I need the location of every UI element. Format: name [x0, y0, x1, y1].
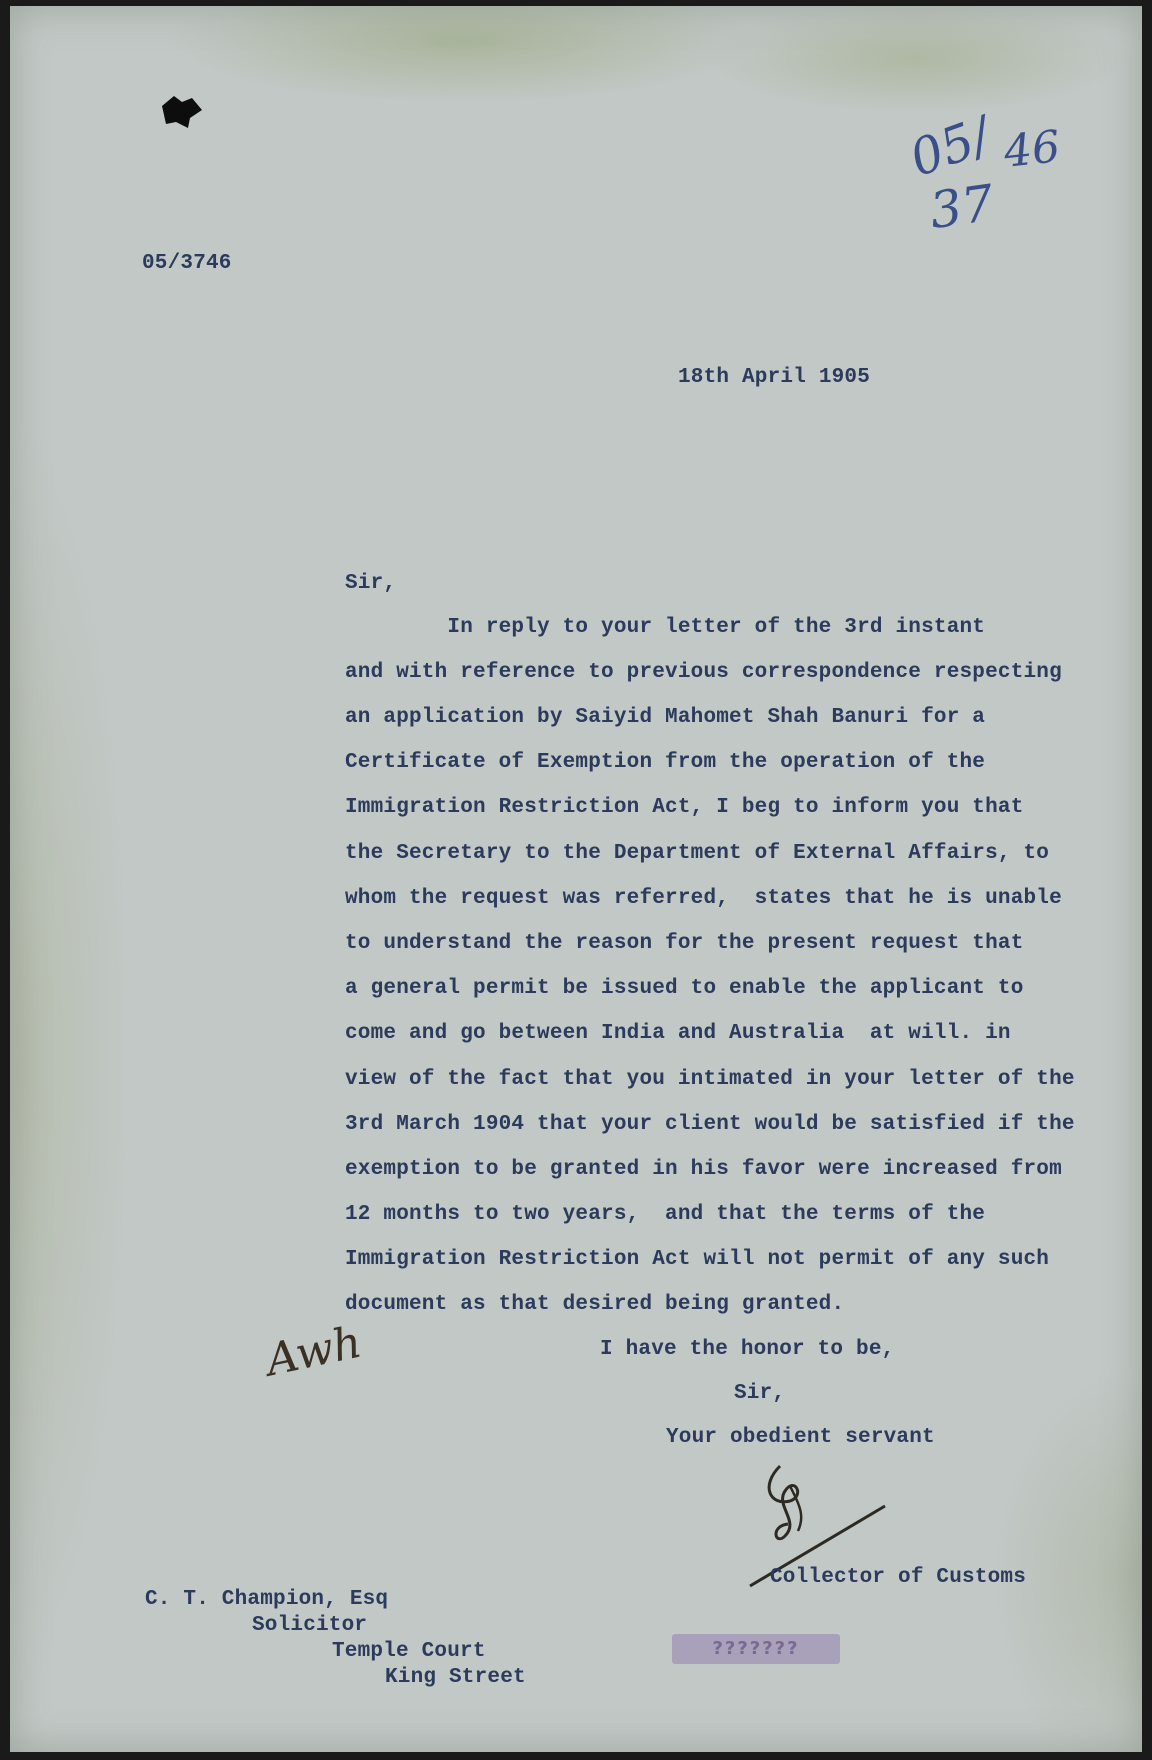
body-line: 12 months to two years, and that the terms of the: [345, 1203, 986, 1226]
letter-date: 18th April 1905: [678, 366, 871, 389]
closing-sir: Sir,: [734, 1382, 786, 1405]
body-line: a general permit be issued to enable the applicant to: [345, 977, 1024, 1000]
body-line: 3rd March 1904 that your client would be satisfied if the: [345, 1113, 1075, 1136]
addressee-name: C. T. Champion, Esq: [145, 1588, 389, 1611]
ink-stamp: ???????: [672, 1634, 840, 1664]
handwritten-initials: Awh: [261, 1316, 367, 1387]
body-line: whom the request was referred, states that he is unable: [345, 887, 1062, 910]
addressee-role: Solicitor: [252, 1614, 368, 1637]
body-line: Immigration Restriction Act will not permit of any such: [345, 1248, 1050, 1271]
handwritten-reference: 05/ 37 46: [902, 105, 1063, 241]
letter-page: [10, 6, 1142, 1752]
body-line: view of the fact that you intimated in your letter of the: [345, 1068, 1075, 1091]
body-line: exemption to be granted in his favor were increased from: [345, 1158, 1062, 1181]
closing-servant: Your obedient servant: [666, 1426, 935, 1449]
punch-hole-icon: [158, 92, 204, 130]
body-line: In reply to your letter of the 3rd instant: [345, 616, 986, 639]
salutation: Sir,: [345, 572, 397, 595]
body-line: Certificate of Exemption from the operation of the: [345, 751, 986, 774]
closing-line: I have the honor to be,: [600, 1338, 895, 1361]
body-line: the Secretary to the Department of External Affairs, to: [345, 842, 1050, 865]
signatory-title: Collector of Customs: [770, 1566, 1027, 1589]
body-line: come and go between India and Australia at will. in: [345, 1022, 1011, 1045]
body-line: document as that desired being granted.: [345, 1293, 845, 1316]
reference-number: 05/3746: [142, 252, 232, 275]
body-line: an application by Saiyid Mahomet Shah Banuri for a: [345, 706, 986, 729]
body-line: Immigration Restriction Act, I beg to inform you that: [345, 796, 1024, 819]
body-line: and with reference to previous correspondence respecting: [345, 661, 1062, 684]
addressee-address-2: King Street: [385, 1666, 526, 1689]
body-line: to understand the reason for the present request that: [345, 932, 1024, 955]
addressee-address-1: Temple Court: [332, 1640, 486, 1663]
